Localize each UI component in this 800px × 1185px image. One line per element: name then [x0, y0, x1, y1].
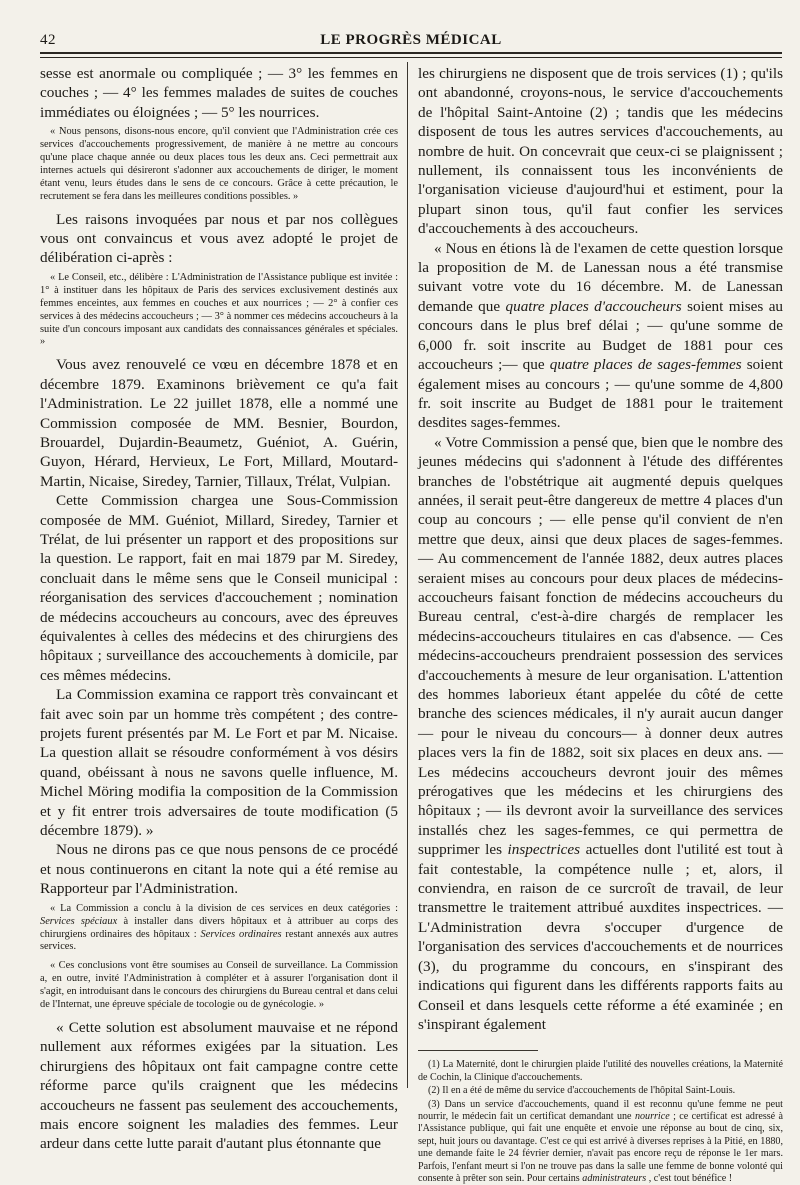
- footnote: (2) Il en a été de même du service d'accouchements de l'hôpital Saint-Louis.: [428, 1085, 736, 1097]
- quote-emphasis: Services spéciaux: [40, 915, 118, 927]
- emphasis: administrateurs: [582, 1172, 647, 1184]
- paragraph: Cette Commission chargea une Sous-Commission composée de MM. Guéniot, Millard, Siredey, Tarnier et Trélat, de lui présenter un rapport et des propositions sur la question. Le rapport, fait en mai 1879 par M. Siredey, concluait dans le même sens que le Conseil municipal : réorganisation des services d'accouchement ; nomination de médecins accoucheurs au concours, avec des épreuves équivalentes à celles des médecins et des chirurgiens des hôpitaux ; surveillance des accouchements à domicile, par ces mêmes médecins.: [40, 492, 398, 684]
- right-column: [418, 64, 784, 1184]
- paragraph: La Commission examina ce rapport très convaincant et fait avec soin par un homme très compétent ; des contre-projets furent présentés par M. Le Fort et par M. Nicaise. La question allait se résoudre conformément à vos désirs quand, obéissant à nous ne savons quelle influence, M. Michel Möring modifia la composition de la Commission et y fit entrer trois adversaires de toute modification (5 décembre 1879). »: [40, 686, 398, 840]
- quote-text: restant annexés aux autres services.: [40, 928, 398, 953]
- paragraph: Les raisons invoquées par nous et par nos collègues vous ont convaincus et vous avez adopté le projet de délibération ci-après :: [40, 210, 398, 267]
- paragraph: Vous avez renouvelé ce vœu en décembre 1878 et en décembre 1879. Examinons brièvement ce qu'a fait l'Administration. Le 22 juillet 1878, elle a nommé une Commission composée de MM. Besnier, Bourdon, Brouardel, Dujardin-Beaumetz, Guéniot, A. Guérin, Guyon, Hérard, Hervieux, Le Fort, Millard, Moutard-Martin, Nicaise, Siredey, Tarnier, Tillaux, Trélat, Vulpian.: [40, 356, 398, 490]
- paragraph: « Cette solution est absolument mauvaise et ne répond nullement aux réformes exigées par la situation. Les chirurgiens des hôpitaux ont fait campagne contre cette réforme parce qu'ils craignent que les médecins accoucheurs ne fassent pas seulement des accouchements, mais encore soignent les maladies des femmes. Leur ardeur dans cette lutte parait d'autant plus étonnante que: [40, 1018, 398, 1153]
- quote-emphasis: Services ordinaires: [200, 928, 282, 940]
- text-run: (3) Dans un service d'accouchements, quand il est reconnu qu'une femme ne peut nourrir, le médecin fait un certificat demandant une: [418, 1098, 783, 1122]
- quoted-note: « Nous pensons, disons-nous encore, qu'il convient que l'Administration crée ces services d'accouchements progressivement, de manière à ne mettre au concours qu'une place chaque année ou deux places tous les deux ans. Ceci permettrait aux internes actuels qui désireront s'adonner aux accouchements de diriger, le moment étant venu, leurs études dans le sens de ce concours. Grâce à cette précaution, le recrutement se fera dans les meilleures conditions possibles. »: [40, 126, 398, 202]
- text-run: , c'est tout bénéfice !: [648, 1172, 733, 1184]
- paragraph: [418, 433, 783, 1035]
- column-divider: [407, 62, 408, 1088]
- text-run: « Nous en étions là de l'examen de cette question lorsque la proposition de M. de Lanessan nous a été transmise suivant votre vote du 16 décembre. M. de Lanessan demande que: [418, 239, 783, 315]
- emphasis: quatre places de sages-femmes: [549, 356, 742, 374]
- quote-text: à installer dans divers hôpitaux et à attribuer au corps des chirurgiens ordinaires des hôpitaux :: [40, 915, 398, 940]
- text-run: ; ce certificat est adressé à l'Assistance publique, qui fait une enquête et envoie une réponse au bout de cinq, six, sept, huit jours ou davantage. C'est ce qui est arrivé à diverses reprises à la Pitié, en 1880, une demande faite le 24 février dernier, n'avait pas encore reçu de réponse le 1er mars. Parfois, l'enfant meurt si l'on ne trouve pas dans la salle une femme de bonne volonté qui consente à prêter son sein. Pour certains: [418, 1110, 784, 1184]
- footnote-rule: [418, 1050, 538, 1051]
- paragraph: [418, 239, 783, 433]
- text-run: actuelles dont l'utilité est tout à fait contestable, la compétence nulle ; et, alors, il conviendra, en raison de ce surcroît de travail, de leur transmettre le traitement attribué auxdites inspectrices. — L'Administration devra s'occuper d'urgence de l'organisation des services d'accouchements et de nourrices (3), du programme du concours, en s'inspirant des indications qui figurent dans les différents rapports faits au Conseil et dans lesquels cette réforme a été examinée ; en s'inspirant également: [418, 841, 783, 1033]
- quoted-deliberation: « Le Conseil, etc., délibère : L'Administration de l'Assistance publique est invitée : 1° à instituer dans les hôpitaux de Paris des services exclusivement destinés aux femmes enceintes, aux femmes en couches et aux nourrices ; — 2° à confier ces services à des médecins accoucheurs ; — 3° à nommer ces médecins accoucheurs à la suite d'un concours imposant aux candidats des connaissances générales et spéciales. »: [40, 271, 398, 348]
- quote-text: « La Commission a conclu à la division de ces services en deux catégories :: [50, 902, 398, 914]
- page-header: [40, 30, 782, 54]
- text-run: « Votre Commission a pensé que, bien que le nombre des jeunes médecins qui s'adonnent à l'étude des différentes branches de l'obstétrique ait augmenté depuis quelques années, il serait peut-être dangereux de mettre 4 places d'un coup au concours ; — elle pense qu'il convient de n'en mettre que deux, ainsi que deux places de sages-femmes. — Au commencement de l'année 1882, deux autres places seraient mises au concours pour deux places de médecins-accoucheurs faisant fonction de médecins accoucheurs du Bureau central, c'est-à-dire chargés de remplacer les médecins-accoucheurs titulaires en cas d'absence. — Ces médecins-accoucheurs prendraient possession des services d'accouchements à mesure de leur organisation. L'attention des hommes laborieux étant appelée du côté de cette branche des sciences médicales, il n'y aurait aucun danger — pour le niveau du concours— à donner deux autres places vers la fin de 1882, soit six places en deux ans. — Les médecins accoucheurs devront jouir des mêmes prérogatives que les médecins et les chirurgiens des hôpitaux ; — ils devront avoir la surveillance des services installés chez les sages-femmes, ce qui permettra de supprimer les: [418, 433, 783, 859]
- emphasis: quatre places d'accoucheurs: [505, 297, 682, 315]
- left-column: [40, 64, 398, 1153]
- paragraph: les chirurgiens ne disposent que de trois services (1) ; qu'ils ont abandonné, croyons-nous, le service d'accouchements de l'hôpital Saint-Antoine (2) ; tandis que les médecins disposent de tous les autres services d'accouchements, au nombre de huit. On concevrait que ceux-ci se plaignissent ; nullement, ils connaissent tous les inconvénients de l'organisation vicieuse d'aujourd'hui et estiment, pour la plupart sinon tous, qu'il faut confier les services d'accouchements à des accoucheurs.: [418, 65, 783, 238]
- quoted-administration-note: « Ces conclusions vont être soumises au Conseil de surveillance. La Commission a, en outre, invité l'Administration à compléter et à assurer l'organisation dont il s'agit, en introduisant dans le concours des chirurgiens du Bureau central et dans celui de l'Internat, une épreuve spéciale de tocologie ou de gynécologie. »: [40, 960, 398, 1011]
- emphasis: nourrice: [634, 1110, 670, 1122]
- footnote: (1) La Maternité, dont le chirurgien plaide l'utilité des nouvelles créations, la Maternité de Cochin, la Clinique d'accouchements.: [418, 1059, 783, 1083]
- journal-title: LE PROGRÈS MÉDICAL: [320, 32, 502, 48]
- quoted-administration-note: [40, 903, 398, 955]
- paragraph: Nous ne dirons pas ce que nous pensons de ce procédé et nous continuerons en citant la note qui a été remise au Rapporteur par l'Administration.: [40, 841, 398, 898]
- paragraph: sesse est anormale ou compliquée ; — 3° les femmes en couches ; — 4° les femmes malades de suites de couches immédiates ou éloignées ; — 5° les nourrices.: [40, 65, 398, 121]
- footnote: [418, 1099, 783, 1185]
- emphasis: inspectrices: [507, 841, 581, 859]
- text-run: soient également mises au concours ; — qu'une somme de 4,800 fr. soit inscrite au Budget de 1881 pour le traitement desdites sages-femmes.: [418, 356, 784, 432]
- text-run: soient mises au concours dans le plus bref délai ; — qu'une somme de 6,000 fr. soit inscrite au Budget de 1881 pour ces accoucheurs ;— que: [418, 297, 784, 374]
- page-number: 42: [40, 32, 56, 48]
